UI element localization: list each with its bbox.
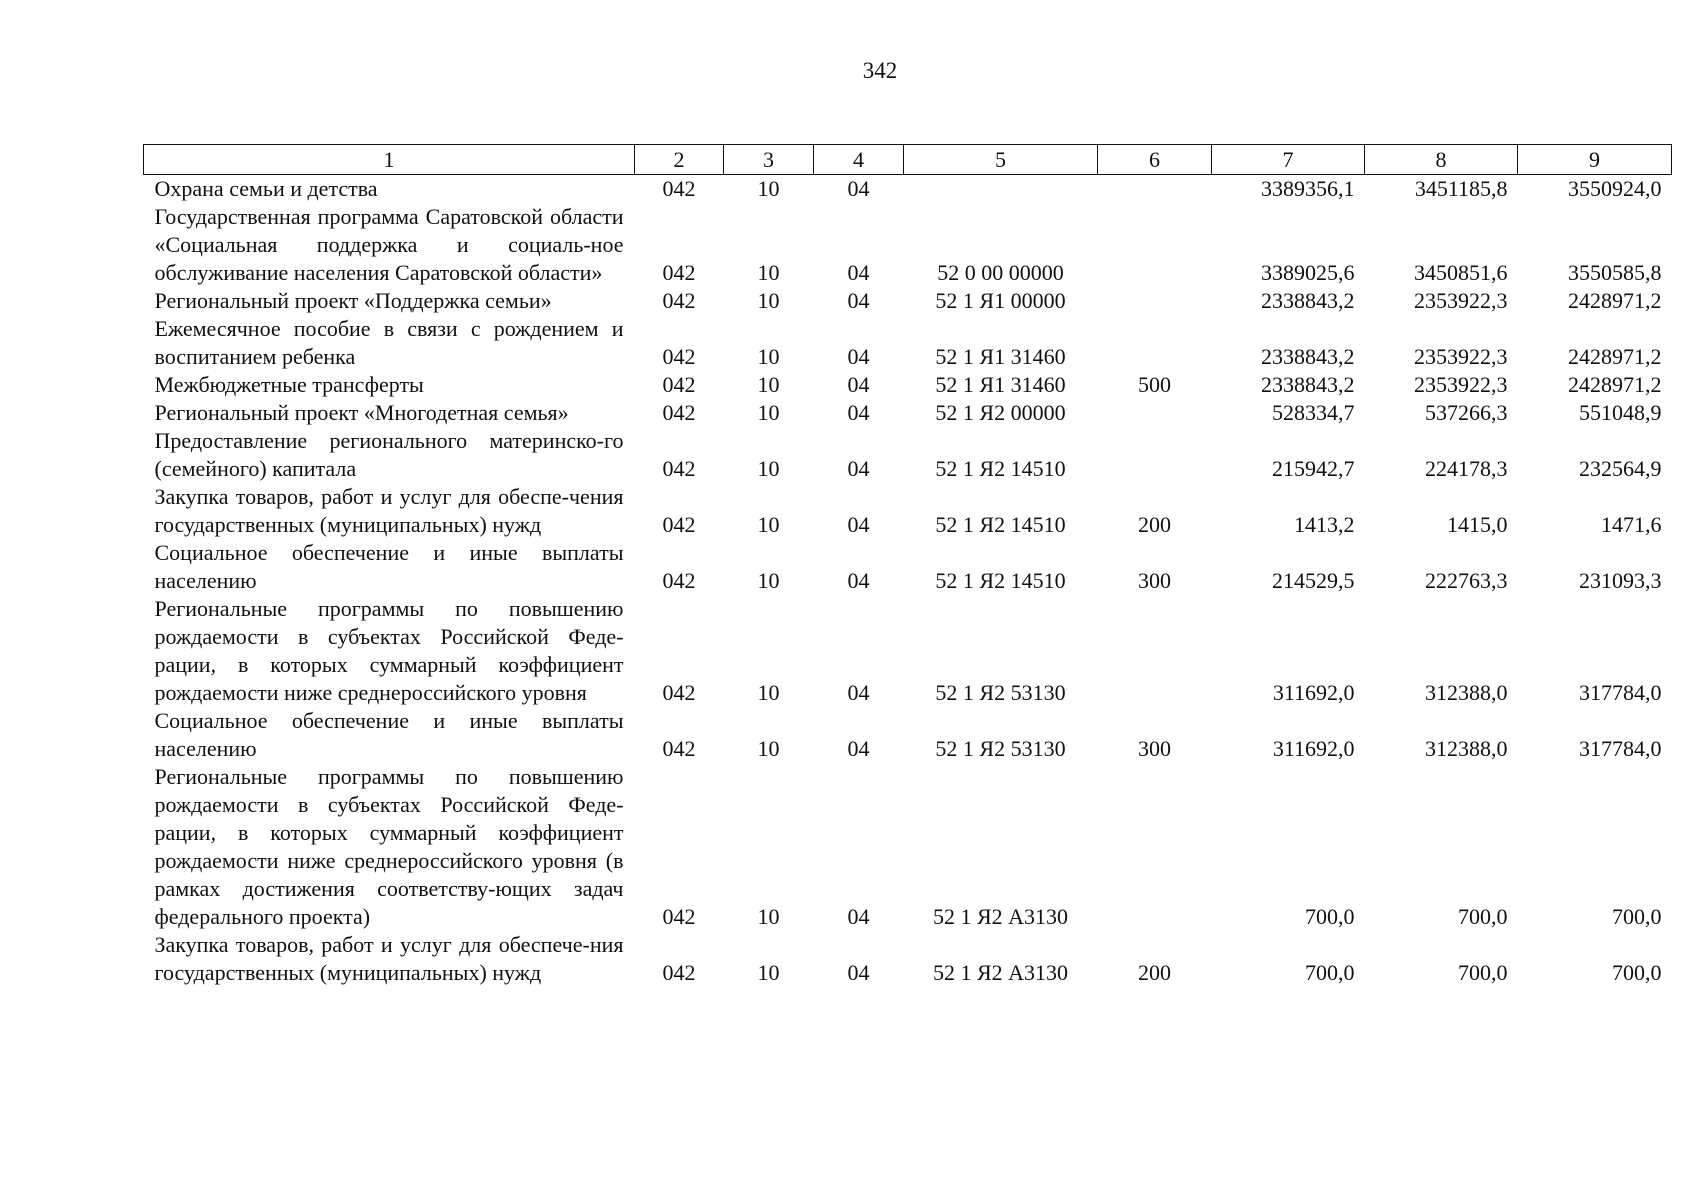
table-row (144, 483, 1672, 539)
row-subsection-cell: 04 (847, 456, 870, 481)
row-amount-3-cell: 2428971,2 (1568, 372, 1662, 397)
table-row (144, 931, 1672, 987)
row-name-cell: Охрана семьи и детства (154, 176, 378, 201)
row-amount-3-cell: 317784,0 (1579, 680, 1662, 705)
row-expense-type-cell (1098, 427, 1212, 483)
row-amount-3-cell: 551048,9 (1579, 400, 1662, 425)
row-amount-1-cell: 528334,7 (1272, 400, 1355, 425)
row-amount-2-cell: 2353922,3 (1414, 372, 1508, 397)
row-amount-1-cell: 3389356,1 (1261, 176, 1355, 201)
row-amount-1-cell: 700,0 (1305, 960, 1355, 985)
row-amount-2-cell: 2353922,3 (1414, 344, 1508, 369)
row-amount-2-cell: 3450851,6 (1414, 260, 1508, 285)
row-amount-1-cell: 700,0 (1305, 904, 1355, 929)
row-target-article-cell: 52 1 Я2 14510 (935, 512, 1066, 537)
row-target-article-cell: 52 1 Я2 53130 (935, 736, 1066, 761)
row-amount-3-cell: 2428971,2 (1568, 344, 1662, 369)
row-amount-1-cell: 1413,2 (1294, 512, 1355, 537)
row-amount-3-cell: 232564,9 (1579, 456, 1662, 481)
header-cell: 7 (1212, 145, 1365, 175)
row-name-cell: Социальное обеспечение и иные выплаты населению (154, 708, 624, 761)
row-amount-3-cell: 700,0 (1612, 960, 1662, 985)
row-code-cell: 042 (662, 288, 696, 313)
row-amount-3-cell: 317784,0 (1579, 736, 1662, 761)
row-amount-3-cell: 3550585,8 (1568, 260, 1662, 285)
row-expense-type-cell: 200 (1138, 960, 1171, 985)
table-row (144, 595, 1672, 707)
header-cell: 9 (1518, 145, 1672, 175)
row-name-cell: Социальное обеспечение и иные выплаты населению (154, 540, 624, 593)
row-section-cell: 10 (757, 260, 780, 285)
row-subsection-cell: 04 (847, 372, 870, 397)
header-cell: 1 (144, 145, 635, 175)
row-amount-1-cell: 3389025,6 (1261, 260, 1355, 285)
table-row (144, 427, 1672, 483)
row-target-article-cell (904, 175, 1098, 204)
row-subsection-cell: 04 (847, 400, 870, 425)
row-amount-1-cell: 214529,5 (1272, 568, 1355, 593)
row-amount-2-cell: 224178,3 (1425, 456, 1508, 481)
row-expense-type-cell (1098, 203, 1212, 287)
row-target-article-cell: 52 1 Я2 А3130 (932, 904, 1069, 929)
budget-table-container (143, 144, 1671, 987)
row-section-cell: 10 (757, 680, 780, 705)
row-target-article-cell: 52 1 Я1 31460 (935, 344, 1066, 369)
row-code-cell: 042 (662, 372, 696, 397)
row-amount-2-cell: 222763,3 (1425, 568, 1508, 593)
row-section-cell: 10 (757, 288, 780, 313)
row-code-cell: 042 (662, 736, 696, 761)
header-row (144, 145, 1672, 175)
row-code-cell: 042 (662, 512, 696, 537)
row-section-cell: 10 (757, 456, 780, 481)
row-name-cell: Региональный проект «Многодетная семья» (154, 400, 569, 425)
row-target-article-cell: 52 1 Я2 53130 (935, 680, 1066, 705)
row-section-cell: 10 (757, 736, 780, 761)
header-cell: 8 (1365, 145, 1518, 175)
row-code-cell: 042 (662, 400, 696, 425)
row-code-cell: 042 (662, 456, 696, 481)
row-name-cell: Региональные программы по повышению рождаемости в субъектах Российской Феде-рации, в которых суммарный коэффициент рождаемости ниже среднероссийского уровня (154, 596, 624, 705)
header-cell: 3 (724, 145, 814, 175)
row-section-cell: 10 (757, 176, 780, 201)
row-amount-1-cell: 2338843,2 (1261, 344, 1355, 369)
row-subsection-cell: 04 (847, 904, 870, 929)
table-row (144, 315, 1672, 371)
row-expense-type-cell (1098, 287, 1212, 315)
table-row (144, 175, 1672, 204)
row-section-cell: 10 (757, 512, 780, 537)
row-amount-1-cell: 311692,0 (1272, 736, 1355, 761)
table-row (144, 539, 1672, 595)
row-amount-3-cell: 231093,3 (1579, 568, 1662, 593)
budget-table (143, 144, 1672, 987)
row-target-article-cell: 52 1 Я2 14510 (935, 456, 1066, 481)
row-code-cell: 042 (662, 260, 696, 285)
row-amount-2-cell: 537266,3 (1425, 400, 1508, 425)
row-name-cell: Межбюджетные трансферты (154, 372, 424, 397)
row-subsection-cell: 04 (847, 680, 870, 705)
table-row (144, 763, 1672, 931)
row-section-cell: 10 (757, 400, 780, 425)
header-cell: 2 (635, 145, 724, 175)
row-amount-1-cell: 2338843,2 (1261, 288, 1355, 313)
row-amount-1-cell: 2338843,2 (1261, 372, 1355, 397)
row-code-cell: 042 (662, 344, 696, 369)
row-expense-type-cell (1098, 595, 1212, 707)
row-code-cell: 042 (662, 176, 696, 201)
row-expense-type-cell: 500 (1138, 372, 1171, 397)
row-name-cell: Ежемесячное пособие в связи с рождением и воспитанием ребенка (154, 316, 624, 369)
row-name-cell: Предоставление регионального материнско-го (семейного) капитала (154, 428, 624, 481)
row-expense-type-cell (1098, 399, 1212, 427)
row-amount-2-cell: 1415,0 (1447, 512, 1508, 537)
row-target-article-cell: 52 1 Я2 00000 (935, 400, 1066, 425)
row-expense-type-cell (1098, 315, 1212, 371)
row-section-cell: 10 (757, 904, 780, 929)
row-section-cell: 10 (757, 372, 780, 397)
row-section-cell: 10 (757, 568, 780, 593)
row-expense-type-cell (1098, 175, 1212, 204)
row-code-cell: 042 (662, 680, 696, 705)
row-subsection-cell: 04 (847, 260, 870, 285)
row-subsection-cell: 04 (847, 176, 870, 201)
table-body (144, 175, 1672, 988)
row-code-cell: 042 (662, 568, 696, 593)
row-target-article-cell: 52 1 Я1 31460 (935, 372, 1066, 397)
header-cell: 4 (814, 145, 904, 175)
row-amount-3-cell: 1471,6 (1601, 512, 1662, 537)
row-amount-3-cell: 2428971,2 (1568, 288, 1662, 313)
row-amount-1-cell: 215942,7 (1272, 456, 1355, 481)
row-amount-2-cell: 3451185,8 (1414, 176, 1508, 201)
row-code-cell: 042 (662, 960, 696, 985)
row-subsection-cell: 04 (847, 288, 870, 313)
row-target-article-cell: 52 1 Я2 А3130 (932, 960, 1069, 985)
row-expense-type-cell (1098, 763, 1212, 931)
row-amount-3-cell: 3550924,0 (1568, 176, 1662, 201)
row-target-article-cell: 52 1 Я1 00000 (935, 288, 1066, 313)
table-row (144, 399, 1672, 427)
row-amount-2-cell: 2353922,3 (1414, 288, 1508, 313)
row-amount-2-cell: 700,0 (1458, 960, 1508, 985)
row-name-cell: Закупка товаров, работ и услуг для обеспече-ния государственных (муниципальных) нужд (154, 932, 624, 985)
row-expense-type-cell: 300 (1138, 568, 1171, 593)
row-amount-2-cell: 312388,0 (1425, 680, 1508, 705)
page-number: 342 (862, 58, 898, 83)
row-subsection-cell: 04 (847, 568, 870, 593)
row-name-cell: Региональные программы по повышению рождаемости в субъектах Российской Феде-рации, в которых суммарный коэффициент рождаемости ниже среднероссийского уровня (в рамках достижения соответству-ющих задач федерального проекта) (154, 764, 624, 929)
row-target-article-cell: 52 1 Я2 14510 (935, 568, 1066, 593)
row-subsection-cell: 04 (847, 960, 870, 985)
row-name-cell: Закупка товаров, работ и услуг для обеспе-чения государственных (муниципальных) нужд (154, 484, 624, 537)
row-section-cell: 10 (757, 960, 780, 985)
header-cell: 5 (904, 145, 1098, 175)
table-row (144, 287, 1672, 315)
row-subsection-cell: 04 (847, 512, 870, 537)
table-row (144, 203, 1672, 287)
row-subsection-cell: 04 (847, 736, 870, 761)
row-amount-2-cell: 700,0 (1458, 904, 1508, 929)
row-expense-type-cell: 300 (1138, 736, 1171, 761)
row-target-article-cell: 52 0 00 00000 (937, 260, 1064, 285)
row-name-cell: Региональный проект «Поддержка семьи» (154, 288, 552, 313)
row-section-cell: 10 (757, 344, 780, 369)
row-expense-type-cell: 200 (1138, 512, 1171, 537)
table-row (144, 707, 1672, 763)
header-cell: 6 (1098, 145, 1212, 175)
row-subsection-cell: 04 (847, 344, 870, 369)
row-amount-3-cell: 700,0 (1612, 904, 1662, 929)
table-row (144, 371, 1672, 399)
row-name-cell: Государственная программа Саратовской области «Социальная поддержка и социаль-ное обслуживание населения Саратовской области» (154, 204, 624, 285)
row-amount-1-cell: 311692,0 (1272, 680, 1355, 705)
row-code-cell: 042 (662, 904, 696, 929)
row-amount-2-cell: 312388,0 (1425, 736, 1508, 761)
